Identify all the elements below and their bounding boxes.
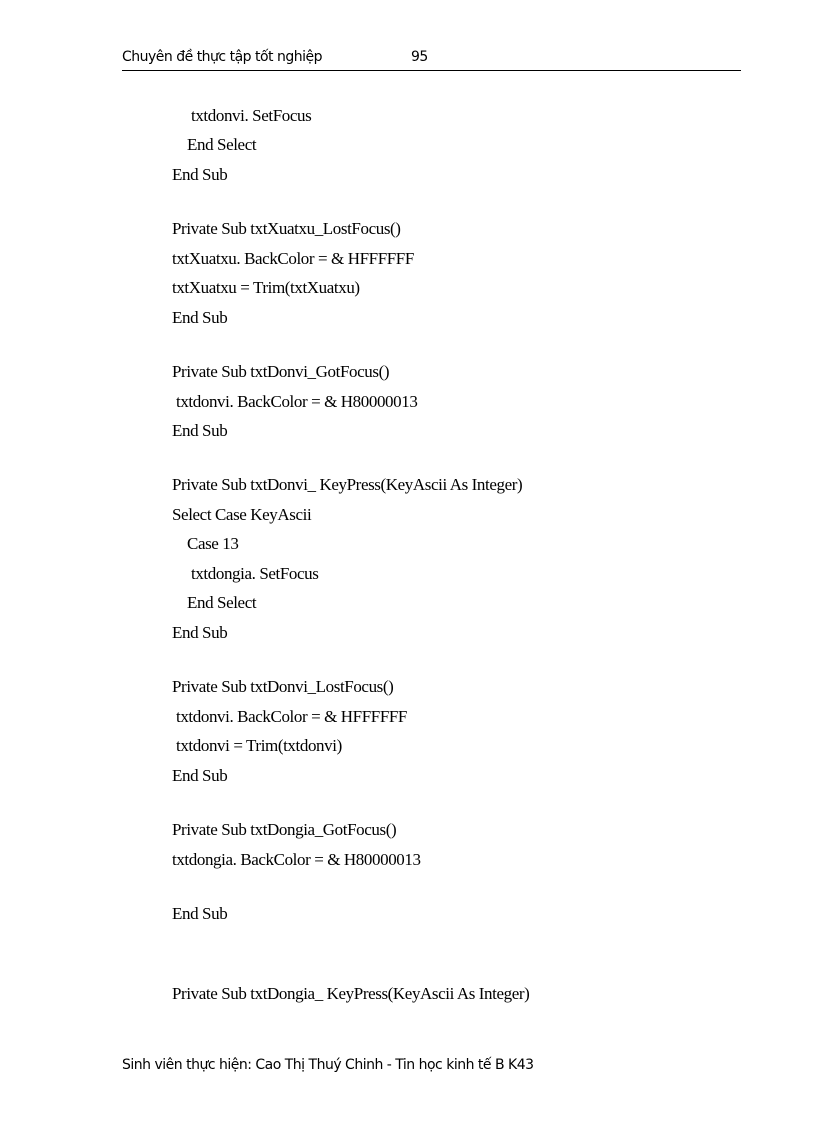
code-line: Private Sub txtDongia_GotFocus()	[172, 820, 397, 839]
code-line: End Sub	[172, 623, 228, 642]
code-line: Private Sub txtXuatxu_LostFocus()	[172, 219, 401, 238]
code-line: txtdonvi. BackColor = & HFFFFFF	[176, 707, 407, 726]
page-footer: Sinh viên thực hiện: Cao Thị Thuý Chinh - Tin học kinh tế B K43	[122, 1057, 534, 1073]
code-line: Case 13	[187, 534, 239, 553]
code-line: End Sub	[172, 165, 228, 184]
page-number: 95	[411, 49, 428, 65]
code-line: Private Sub txtDonvi_ KeyPress(KeyAscii As Integer)	[172, 475, 523, 494]
code-line: Select Case KeyAscii	[172, 505, 312, 524]
code-line: Private Sub txtDonvi_GotFocus()	[172, 362, 390, 381]
code-line: txtdongia. SetFocus	[191, 564, 319, 583]
code-line: txtXuatxu. BackColor = & HFFFFFF	[172, 249, 414, 268]
code-line: End Sub	[172, 421, 228, 440]
code-line: Private Sub txtDongia_ KeyPress(KeyAscii As Integer)	[172, 984, 530, 1003]
code-line: End Sub	[172, 308, 228, 327]
code-line: txtdonvi = Trim(txtdonvi)	[176, 736, 342, 755]
code-line: txtdonvi. BackColor = & H80000013	[176, 392, 418, 411]
code-line: End Select	[187, 593, 257, 612]
code-line: Private Sub txtDonvi_LostFocus()	[172, 677, 394, 696]
code-line: txtdongia. BackColor = & H80000013	[172, 850, 421, 869]
code-line: End Sub	[172, 766, 228, 785]
code-line: End Select	[187, 135, 257, 154]
code-line: txtXuatxu = Trim(txtXuatxu)	[172, 278, 360, 297]
document-title: Chuyên đề thực tập tốt nghiệp	[122, 49, 322, 65]
page-header	[122, 48, 741, 71]
code-line: End Sub	[172, 904, 228, 923]
code-line: txtdonvi. SetFocus	[191, 106, 312, 125]
